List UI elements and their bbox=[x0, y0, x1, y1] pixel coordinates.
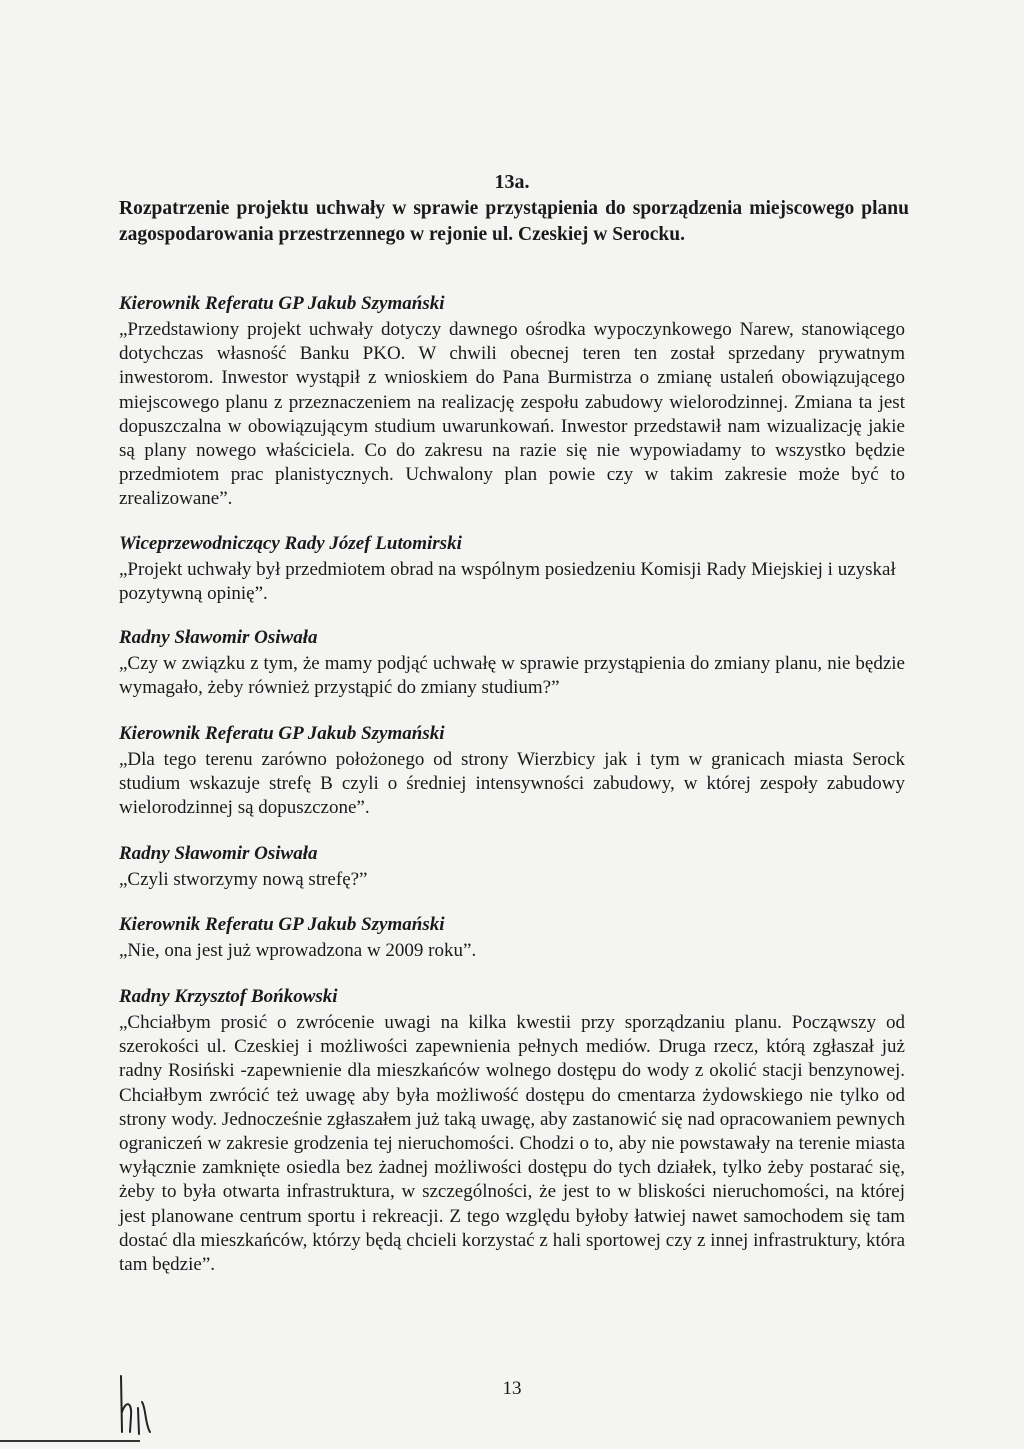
statement-1 bbox=[119, 292, 905, 512]
statement-3 bbox=[119, 626, 905, 700]
statement-6 bbox=[119, 913, 905, 963]
statement-text: „Dla tego terenu zarówno położonego od strony Wierzbicy jak i tym w granicach miasta Serock studium wskazuje strefę B czyli o średniej intensywności zabudowy, w której zespoły zabudowy wielorodzinnej są dopuszczone”. bbox=[119, 749, 905, 819]
speaker-name: Kierownik Referatu GP Jakub Szymański bbox=[119, 723, 445, 744]
statement-4 bbox=[119, 722, 905, 821]
statement-text: „Projekt uchwały był przedmiotem obrad na wspólnym posiedzeniu Komisji Rady Miejskiej i uzyskał pozytywną opinię”. bbox=[119, 559, 896, 605]
statement-text: „Chciałbym prosić o zwrócenie uwagi na kilka kwestii przy sporządzaniu planu. Począwszy od szerokości ul. Czeskiej i możliwości zapewnienia pełnych mediów. Druga rzecz, którą zgłaszał już radny Rosiński -zapewnienie dla mieszkańców wolnego dostępu do wody z okolić stacji benzynowej. Chciałbym zwrócić też uwagę aby była możliwość dostępu do cmentarza żydowskiego nie tylko od strony wody. Jednocześnie zgłaszałem już taką uwagę, aby zastanowić się nad opracowaniem pewnych ograniczeń w zakresie grodzenia tej nieruchomości. Chodzi o to, aby nie powstawały na terenie miasta wyłącznie zamknięte osiedla bez żadnej możliwości dostępu do tych działek, tylko żeby postarać się, żeby to była otwarta infrastruktura, w szczególności, że jest to w bliskości nieruchomości, na której jest planowane centrum sportu i rekreacji. Z tego względu byłoby łatwiej nawet samochodem się tam dostać dla mieszkańców, którzy będą chcieli korzystać z hali sportowej czy z innej infrastruktury, która tam będzie”. bbox=[119, 1012, 905, 1276]
statement-5 bbox=[119, 842, 905, 892]
handwritten-initials-signature bbox=[112, 1372, 158, 1438]
statement-text: „Czyli stworzymy nową strefę?” bbox=[119, 869, 368, 890]
bottom-rule bbox=[0, 1440, 140, 1442]
speaker-name: Radny Krzysztof Bońkowski bbox=[119, 986, 338, 1007]
statement-2 bbox=[119, 532, 905, 606]
statement-text: „Czy w związku z tym, że mamy podjąć uchwałę w sprawie przystąpienia do zmiany planu, nie będzie wymagało, żeby również przystąpić do zmiany studium?” bbox=[119, 653, 905, 699]
speaker-name: Wiceprzewodniczący Rady Józef Lutomirski bbox=[119, 533, 462, 554]
statement-text: „Przedstawiony projekt uchwały dotyczy dawnego ośrodka wypoczynkowego Narew, stanowiącego dotychczas własność Banku PKO. W chwili obecnej teren ten został sprzedany prywatnym inwestorom. Inwestor wystąpił z wnioskiem do Pana Burmistrza o zmianę ustaleń obowiązującego miejscowego planu z przeznaczeniem na realizację zespołu zabudowy wielorodzinnej. Zmiana ta jest dopuszczalna w obowiązującym studium uwarunkowań. Inwestor przedstawił nam wizualizację jakie są plany nowego właściciela. Co do zakresu na razie się nie wypowiadamy to wszystko będzie przedmiotem prac planistycznych. Uchwalony plan powie czy w takim zakresie może być to zrealizowane”. bbox=[119, 319, 905, 510]
speaker-name: Kierownik Referatu GP Jakub Szymański bbox=[119, 293, 445, 314]
speaker-name: Radny Sławomir Osiwała bbox=[119, 627, 318, 648]
section-title: Rozpatrzenie projektu uchwały w sprawie przystąpienia do sporządzenia miejscowego planu zagospodarowania przestrzennego w rejonie ul. Czeskiej w Serocku. bbox=[119, 198, 909, 245]
speaker-name: Radny Sławomir Osiwała bbox=[119, 843, 318, 864]
statement-text: „Nie, ona jest już wprowadzona w 2009 roku”. bbox=[119, 940, 477, 961]
page-number: 13 bbox=[502, 1378, 522, 1399]
speaker-name: Kierownik Referatu GP Jakub Szymański bbox=[119, 914, 445, 935]
statement-7 bbox=[119, 985, 905, 1277]
section-number: 13a. bbox=[494, 171, 530, 193]
